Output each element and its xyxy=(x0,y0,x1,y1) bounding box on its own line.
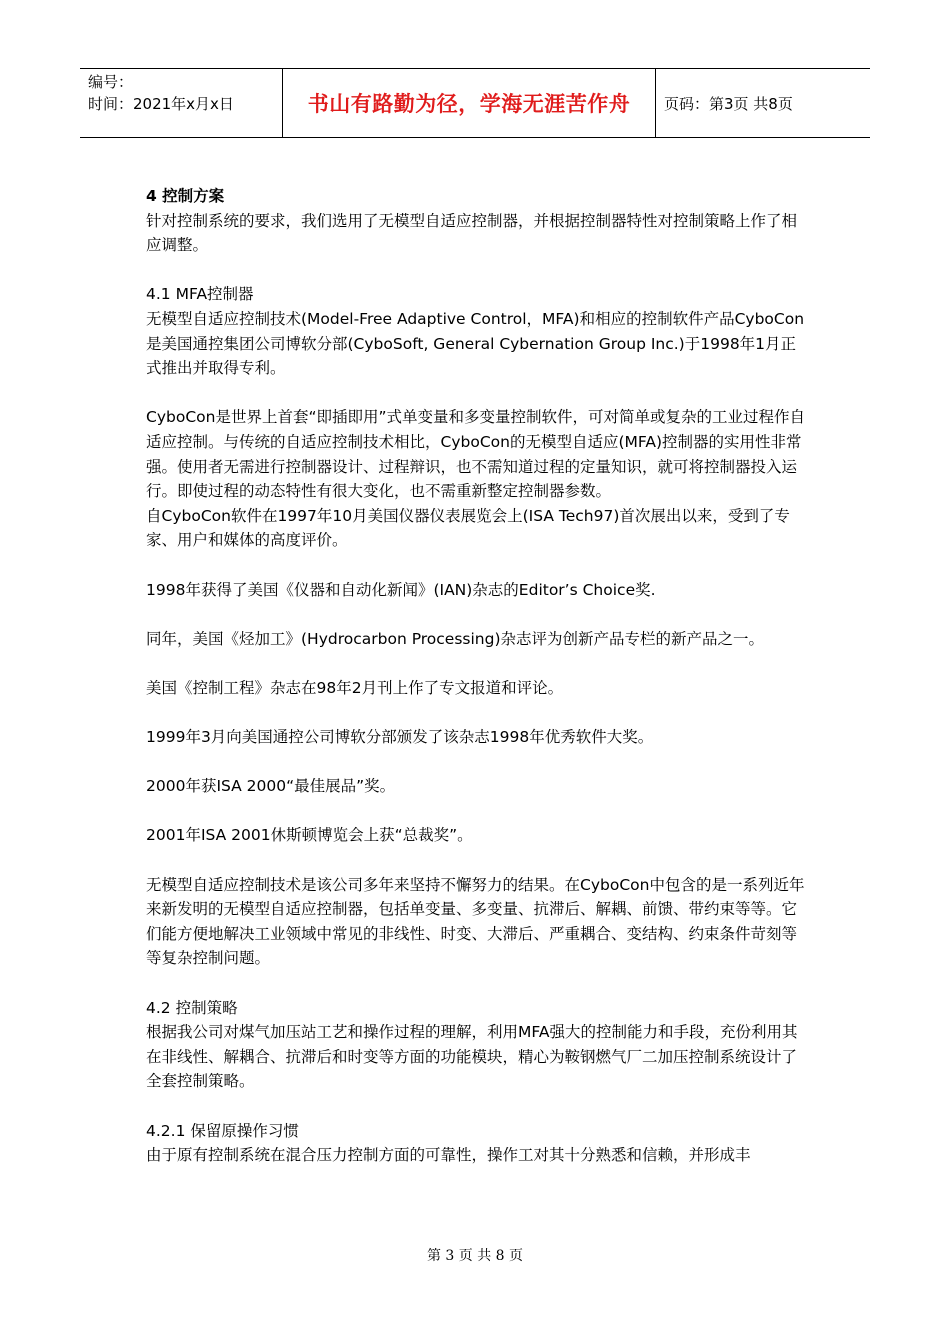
body-paragraph: 根据我公司对煤气加压站工艺和操作过程的理解，利用MFA强大的控制能力和手段，充份利用其在非线性、解耦合、抗滞后和时变等方面的功能模块，精心为鞍钢燃气厂二加压控制系统设计了全套控制策略。 xyxy=(146,1023,798,1091)
paragraph-spacer xyxy=(146,602,806,627)
paragraph-spacer xyxy=(146,553,806,578)
paragraph-spacer xyxy=(146,258,806,283)
header-motto-cell xyxy=(282,69,656,137)
body-paragraph: 2000年获ISA 2000“最佳展品”奖。 xyxy=(146,777,396,796)
paragraph-spacer xyxy=(146,1094,806,1119)
page-footer xyxy=(0,1245,950,1265)
body-paragraph: 无模型自适应控制技术(Model-Free Adaptive Control，MFA)和相应的控制软件产品CyboCon是美国通控集团公司博软分部(CyboSoft, General Cybernation Group Inc.)于1998年1月正式推出并取得专利。 xyxy=(146,309,805,378)
header-motto: 书山有路勤为径，学海无涯苦作舟 xyxy=(307,92,631,116)
body-paragraph: 针对控制系统的要求，我们选用了无模型自适应控制器，并根据控制器特性对控制策略上作了相应调整。 xyxy=(146,211,798,255)
body-paragraph: 自CyboCon软件在1997年10月美国仪器仪表展览会上(ISA Tech97)首次展出以来，受到了专家、用户和媒体的高度评价。 xyxy=(146,506,790,550)
body-paragraph: 由于原有控制系统在混合压力控制方面的可靠性，操作工对其十分熟悉和信赖，并形成丰 xyxy=(146,1146,751,1165)
document-time-label: 时间：2021年x月x日 xyxy=(88,95,234,113)
body-paragraph: 4.1 MFA控制器 xyxy=(146,285,254,304)
header-page-cell xyxy=(656,69,870,137)
paragraph-spacer xyxy=(146,700,806,725)
paragraph-spacer xyxy=(146,651,806,676)
body-paragraph: 4.2 控制策略 xyxy=(146,998,238,1017)
body-paragraph: 同年，美国《烃加工》(Hydrocarbon Processing)杂志评为创新产品专栏的新产品之一。 xyxy=(146,629,765,648)
page-header xyxy=(80,68,870,138)
paragraph-spacer xyxy=(146,799,806,824)
body-paragraph: 2001年ISA 2001休斯顿博览会上获“总裁奖”。 xyxy=(146,826,473,845)
body-paragraph: 1999年3月向美国通控公司博软分部颁发了该杂志1998年优秀软件大奖。 xyxy=(146,728,654,747)
body-paragraph: 4.2.1 保留原操作习惯 xyxy=(146,1121,299,1140)
header-page-label: 页码：第3页 共8页 xyxy=(664,94,793,113)
body-paragraph: 1998年获得了美国《仪器和自动化新闻》(IAN)杂志的Editor’s Choice奖. xyxy=(146,580,656,599)
header-meta xyxy=(80,69,282,137)
body-paragraph: CyboCon是世界上首套“即插即用”式单变量和多变量控制软件，可对简单或复杂的工业过程作自适应控制。与传统的自适应控制技术相比，CyboCon的无模型自适应(MFA)控制器的实用性非常强。使用者无需进行控制器设计、过程辩识，也不需知道过程的定量知识，就可将控制器投入运行。即使过程的动态特性有很大变化，也不需重新整定控制器参数。 xyxy=(146,408,806,501)
document-body xyxy=(146,184,806,1168)
document-number-label: 编号： xyxy=(88,73,134,91)
footer-page-number: 第 3 页 共 8 页 xyxy=(426,1248,524,1264)
paragraph-spacer xyxy=(146,971,806,996)
paragraph-spacer xyxy=(146,381,806,406)
body-paragraph: 美国《控制工程》杂志在98年2月刊上作了专文报道和评论。 xyxy=(146,678,564,697)
section-heading: 4 控制方案 xyxy=(146,187,225,205)
paragraph-spacer xyxy=(146,750,806,775)
body-paragraph: 无模型自适应控制技术是该公司多年来坚持不懈努力的结果。在CyboCon中包含的是一系列近年来新发明的无模型自适应控制器，包括单变量、多变量、抗滞后、解耦、前馈、带约束等等。它们能方便地解决工业领域中常见的非线性、时变、大滞后、严重耦合、变结构、约束条件苛刻等等复杂控制问题。 xyxy=(146,875,805,968)
paragraph-spacer xyxy=(146,848,806,873)
